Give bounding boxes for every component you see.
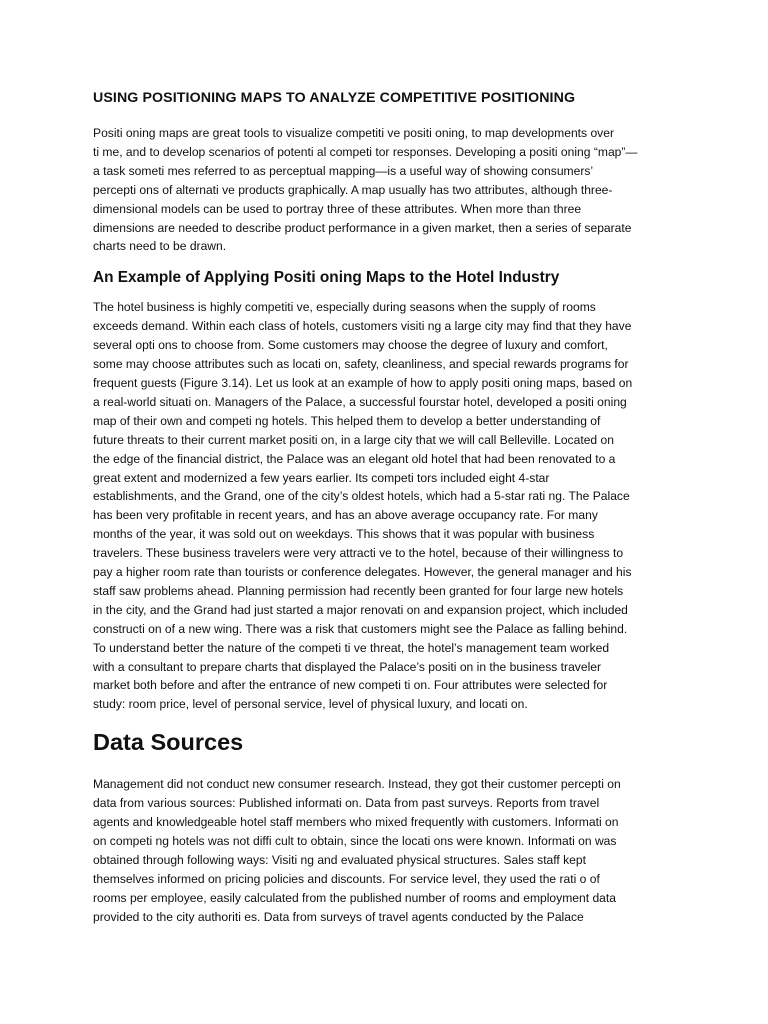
text-line: with a consultant to prepare charts that displayed the Palace’s positi on in the business traveler xyxy=(93,659,602,674)
text-line: great extent and modernized a few years earlier. Its competi tors included eight 4-star xyxy=(93,470,550,485)
text-line: a real-world situati on. Managers of the Palace, a successful fourstar hotel, developed a positi oning xyxy=(93,394,627,409)
text-line: a task someti mes referred to as perceptual mapping—is a useful way of showing consumers’ xyxy=(93,163,594,178)
text-line: charts need to be drawn. xyxy=(93,239,227,254)
section-heading-hotel-industry: An Example of Applying Positi oning Maps to the Hotel Industry xyxy=(93,269,560,287)
text-line: ti me, and to develop scenarios of potenti al competi tor responses. Developing a positi oning “map”— xyxy=(93,144,638,159)
document-title: USING POSITIONING MAPS TO ANALYZE COMPETITIVE POSITIONING xyxy=(93,90,576,106)
text-line: the edge of the financial district, the Palace was an elegant old hotel that had been renovated to a xyxy=(93,451,616,466)
text-line: dimensional models can be used to portray three of these attributes. When more than three xyxy=(93,201,582,216)
text-line: Positi oning maps are great tools to visualize competiti ve positi oning, to map developments over xyxy=(93,126,614,140)
text-line: themselves informed on pricing policies and discounts. For service level, they used the rati o of xyxy=(93,871,600,886)
text-line: in the city, and the Grand had just started a major renovati on and expansion project, which included xyxy=(93,602,628,617)
text-line: data from various sources: Published informati on. Data from past surveys. Reports from travel xyxy=(93,796,600,811)
text-line: market both before and after the entrance of new competi ti on. Four attributes were selected for xyxy=(93,678,608,693)
text-line: on competi ng hotels was not diffi cult to obtain, since the locati ons were known. Informati on was xyxy=(93,834,617,848)
text-line: obtained through following ways: Visiti ng and evaluated physical structures. Sales staff kept xyxy=(93,852,586,867)
text-line: constructi on of a new wing. There was a risk that customers might see the Palace as falling behind. xyxy=(93,621,628,636)
text-line: Management did not conduct new consumer research. Instead, they got their customer percepti on xyxy=(93,777,621,792)
text-line: The hotel business is highly competiti ve, especially during seasons when the supply of rooms xyxy=(93,300,596,315)
text-line: pay a higher room rate than tourists or conference delegates. However, the general manager and his xyxy=(93,565,632,580)
text-line: agents and knowledgeable hotel staff members who mixed frequently with customers. Informati on xyxy=(93,815,619,830)
text-line: future threats to their current market positi on, in a large city that we will call Belleville. Located on xyxy=(93,432,614,447)
text-line: dimensions are needed to describe product performance in a given market, then a series of separate xyxy=(93,220,632,235)
text-line: exceeds demand. Within each class of hotels, customers visiti ng a large city may find that they have xyxy=(93,319,632,334)
text-line: provided to the city authoriti es. Data from surveys of travel agents conducted by the Palace xyxy=(93,909,584,924)
text-line: months of the year, it was sold out on weekdays. This shows that it was popular with business xyxy=(93,527,595,542)
text-line: some may choose attributes such as locati on, safety, cleanliness, and special rewards programs for xyxy=(93,357,629,372)
text-line: map of their own and competi ng hotels. This helped them to develop a better understanding of xyxy=(93,413,601,428)
text-line: To understand better the nature of the competi ti ve threat, the hotel’s management team worked xyxy=(93,640,610,655)
text-line: study: room price, level of personal service, level of physical luxury, and locati on. xyxy=(93,697,528,712)
text-line: percepti ons of alternati ve products graphically. A map usually has two attributes, although three- xyxy=(93,182,613,197)
text-line: establishments, and the Grand, one of the city’s oldest hotels, which had a 5-star rati ng. The Palace xyxy=(93,489,630,504)
section-heading-data-sources: Data Sources xyxy=(93,729,244,756)
text-line: has been very profitable in recent years, and has an above average occupancy rate. For many xyxy=(93,508,598,523)
text-line: rooms per employee, easily calculated from the published number of rooms and employment data xyxy=(93,890,616,905)
text-line: travelers. These business travelers were very attracti ve to the hotel, because of their willingness to xyxy=(93,546,624,561)
section-body-data-sources xyxy=(93,775,683,926)
text-line: frequent guests (Figure 3.14). Let us look at an example of how to apply positi oning maps, based on xyxy=(93,375,633,390)
text-line: several opti ons to choose from. Some customers may choose the degree of luxury and comfort, xyxy=(93,338,608,353)
document-page xyxy=(93,88,683,927)
intro-paragraph xyxy=(93,124,683,256)
text-line: staff saw problems ahead. Planning permission had recently been granted for four large new hotels xyxy=(93,583,624,598)
section-body-hotel-industry xyxy=(93,298,683,714)
